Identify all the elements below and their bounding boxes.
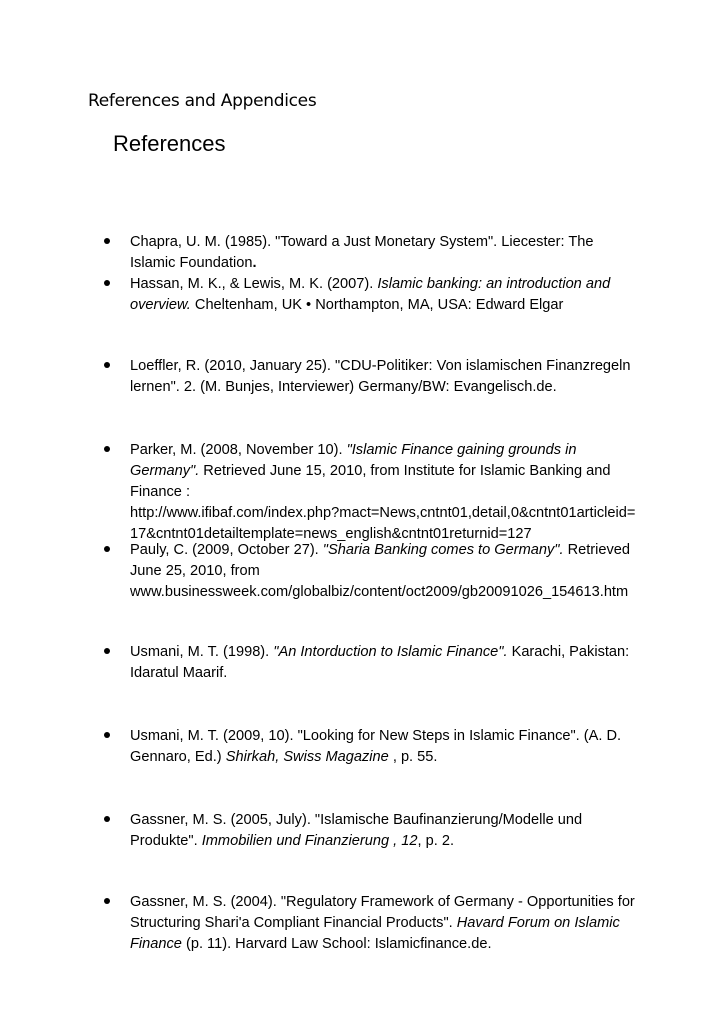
bullet-icon — [104, 362, 110, 368]
reference-text: Gennaro, Ed.) Shirkah, Swiss Magazine , p. 55. — [130, 749, 438, 765]
reference-item — [130, 642, 650, 684]
bullet-icon — [104, 238, 110, 244]
reference-text: Produkte". Immobilien und Finanzierung , 12, p. 2. — [130, 833, 455, 849]
reference-text: Gassner, M. S. (2004). "Regulatory Framework of Germany - Opportunities for — [130, 894, 635, 910]
reference-url: www.businessweek.com/globalbiz/content/oct2009/gb20091026_154613.htm — [130, 584, 629, 600]
reference-url: http://www.ifibaf.com/index.php?mact=News,cntnt01,detail,0&cntnt01articleid= — [130, 505, 636, 521]
reference-item — [130, 726, 650, 768]
bullet-icon — [104, 898, 110, 904]
reference-text: Islamic Foundation. — [130, 255, 257, 271]
reference-item — [130, 440, 650, 545]
reference-text: Loeffler, R. (2010, January 25). "CDU-Politiker: Von islamischen Finanzregeln — [130, 358, 631, 374]
reference-item — [130, 892, 650, 955]
reference-url: 17&cntnt01detailtemplate=news_english&cntnt01returnid=127 — [130, 526, 532, 542]
reference-text: Pauly, C. (2009, October 27). "Sharia Banking comes to Germany". Retrieved — [130, 542, 631, 558]
reference-text: Parker, M. (2008, November 10). "Islamic Finance gaining grounds in — [130, 442, 577, 458]
reference-item — [130, 810, 650, 852]
reference-item — [130, 356, 650, 398]
reference-text: Hassan, M. K., & Lewis, M. K. (2007). Islamic banking: an introduction and — [130, 276, 611, 292]
reference-text: Finance (p. 11). Harvard Law School: Islamicfinance.de. — [130, 936, 492, 952]
reference-text: Structuring Shari'a Compliant Financial Products". Havard Forum on Islamic — [130, 915, 620, 931]
reference-text: lernen". 2. (M. Bunjes, Interviewer) Germany/BW: Evangelisch.de. — [130, 379, 557, 395]
bullet-icon — [104, 446, 110, 452]
bullet-icon — [104, 280, 110, 286]
section-title: References — [113, 131, 226, 156]
reference-text: Gassner, M. S. (2005, July). "Islamische Baufinanzierung/Modelle und — [130, 812, 583, 828]
page-heading: References and Appendices — [88, 91, 317, 111]
bullet-icon — [104, 648, 110, 654]
reference-item — [130, 274, 650, 316]
reference-text: Germany". Retrieved June 15, 2010, from Institute for Islamic Banking and — [130, 463, 611, 479]
reference-item — [130, 232, 650, 274]
reference-text: June 25, 2010, from — [130, 563, 260, 579]
bullet-icon — [104, 546, 110, 552]
reference-item — [130, 540, 650, 603]
reference-text: Usmani, M. T. (2009, 10). "Looking for New Steps in Islamic Finance". (A. D. — [130, 728, 622, 744]
bullet-icon — [104, 816, 110, 822]
reference-text: Chapra, U. M. (1985). "Toward a Just Monetary System". Liecester: The — [130, 234, 594, 250]
bullet-icon — [104, 732, 110, 738]
reference-text: Usmani, M. T. (1998). "An Intorduction to Islamic Finance". Karachi, Pakistan: — [130, 644, 630, 660]
reference-text: Finance : — [130, 484, 191, 500]
reference-text: overview. Cheltenham, UK • Northampton, MA, USA: Edward Elgar — [130, 297, 564, 313]
reference-text: Idaratul Maarif. — [130, 665, 228, 681]
